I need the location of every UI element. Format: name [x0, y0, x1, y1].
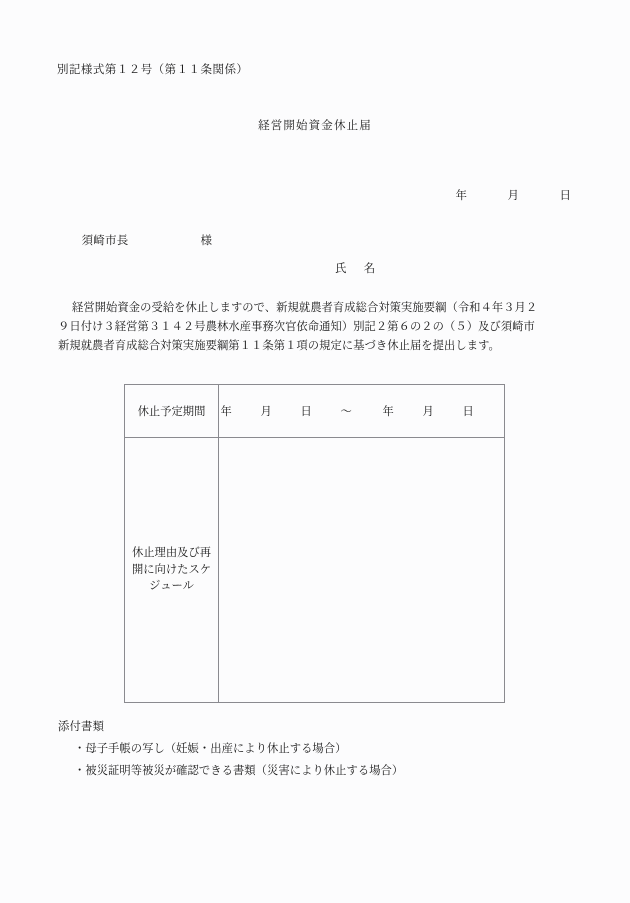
- start-year-label: 年: [220, 405, 233, 418]
- table-row: [125, 385, 505, 438]
- date-day-label: 日: [559, 187, 572, 202]
- table-row: [125, 438, 505, 703]
- date-line: [440, 172, 571, 219]
- body-line: 新規就農者育成総合対策実施要綱第１１条第１項の規定に基づき休止届を提出します。: [58, 339, 500, 353]
- attachments-section: [58, 716, 403, 782]
- date-month-label: 月: [507, 187, 520, 202]
- attachments-list: [58, 738, 403, 782]
- suspension-form-table: [124, 384, 505, 703]
- reason-row-input-cell[interactable]: [219, 438, 505, 703]
- reason-row-label: [125, 438, 219, 703]
- end-day-label: 日: [462, 405, 475, 418]
- addressee-recipient: 須崎市長: [81, 232, 129, 247]
- body-paragraph: [58, 298, 578, 356]
- reason-label-line: ジュール: [149, 579, 194, 593]
- name-field-label: 氏 名: [335, 261, 379, 275]
- document-title: 経営開始資金休止届: [258, 118, 372, 132]
- attachment-item: ・被災証明等被災が確認できる書類（災害により休止する場合）: [74, 764, 404, 777]
- period-date-fields: [219, 403, 504, 419]
- addressee-honorific: 様: [200, 232, 213, 247]
- body-line: ９日付け３経営第３１４２号農林水産事務次官依命通知）別記２第６の２の（５）及び須崎市: [58, 320, 535, 334]
- period-row-input-cell[interactable]: [219, 385, 505, 438]
- addressee: [66, 217, 212, 264]
- start-month-label: 月: [260, 405, 273, 418]
- reason-label-line: 開に向けたスケ: [131, 562, 212, 576]
- period-row-label: 休止予定期間: [125, 385, 219, 438]
- start-day-label: 日: [300, 405, 313, 418]
- end-month-label: 月: [422, 405, 435, 418]
- reason-row-label-text: [125, 545, 218, 594]
- reason-label-line: 休止理由及び再: [131, 546, 212, 560]
- attachments-title: 添付書類: [58, 720, 105, 733]
- end-year-label: 年: [382, 405, 395, 418]
- body-line: 経営開始資金の受給を休止しますので、新規就農者育成総合対策実施要綱（令和４年３月２: [72, 301, 538, 314]
- date-range-separator: ～: [340, 405, 353, 418]
- form-number: 別記様式第１２号（第１１条関係）: [57, 62, 249, 76]
- date-year-label: 年: [455, 187, 468, 202]
- attachment-item: ・母子手帳の写し（妊娠・出産により休止する場合）: [74, 742, 347, 755]
